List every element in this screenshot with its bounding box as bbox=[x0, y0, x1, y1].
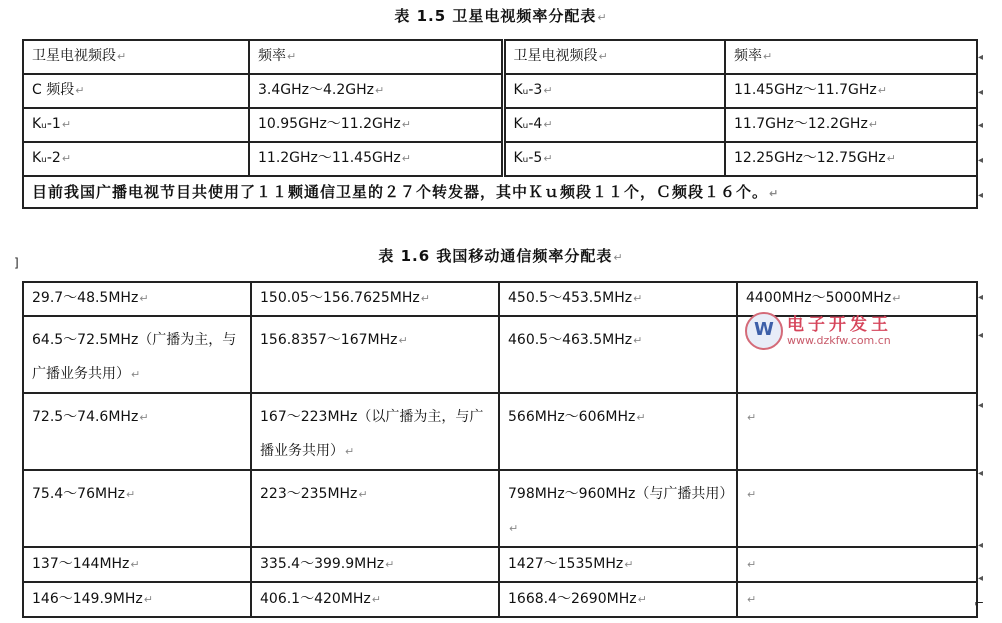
table-cell: ↵ bbox=[737, 393, 977, 470]
header-cell: 频率↵ bbox=[249, 40, 503, 74]
table-row bbox=[23, 74, 977, 108]
table-cell: 1668.4～2690MHz↵ bbox=[499, 582, 737, 617]
table-cell: ↵ bbox=[737, 470, 977, 547]
caption-text: 表 1.6 我国移动通信频率分配表 bbox=[378, 247, 613, 265]
table-row bbox=[23, 470, 977, 547]
table-cell: 12.25GHz～12.75GHz↵ bbox=[725, 142, 977, 176]
row-end-marker-icon: ◂ bbox=[978, 155, 984, 166]
row-end-marker-icon: ◂ bbox=[978, 540, 984, 551]
table-cell: ↵ bbox=[737, 582, 977, 617]
table-cell: 75.4～76MHz↵ bbox=[23, 470, 251, 547]
logo-letter: W bbox=[754, 319, 774, 340]
table-cell: 29.7～48.5MHz↵ bbox=[23, 282, 251, 316]
row-end-marker-icon: ◂ bbox=[978, 573, 984, 584]
header-cell: 卫星电视频段↵ bbox=[503, 40, 725, 74]
row-end-marker-icon: ◂ bbox=[978, 292, 984, 303]
table-cell: 798MHz～960MHz（与广播共用）↵ bbox=[499, 470, 737, 547]
table-cell: ↵ bbox=[737, 547, 977, 582]
table-cell: 11.45GHz～11.7GHz↵ bbox=[725, 74, 977, 108]
table-cell: 72.5～74.6MHz↵ bbox=[23, 393, 251, 470]
row-end-marker-icon: ◂ bbox=[978, 190, 984, 201]
header-cell: 频率↵ bbox=[725, 40, 977, 74]
table-cell: 64.5～72.5MHz（广播为主，与广播业务共用）↵ bbox=[23, 316, 251, 393]
row-end-marker-icon: ◂ bbox=[978, 330, 984, 341]
table-row bbox=[23, 547, 977, 582]
table-1-5-caption bbox=[0, 5, 1002, 26]
table-cell: C 频段↵ bbox=[23, 74, 249, 108]
table-header-row bbox=[23, 40, 977, 74]
table-cell: 137～144MHz↵ bbox=[23, 547, 251, 582]
table-cell: Kᵤ-1↵ bbox=[23, 108, 249, 142]
table-cell: 11.2GHz～11.45GHz↵ bbox=[249, 142, 503, 176]
table-row bbox=[23, 393, 977, 470]
table-cell: Kᵤ-3↵ bbox=[503, 74, 725, 108]
row-end-marker-icon: ◂ bbox=[978, 87, 984, 98]
satellite-tv-frequency-table bbox=[22, 39, 978, 209]
table-cell: 406.1～420MHz↵ bbox=[251, 582, 499, 617]
table-row bbox=[23, 108, 977, 142]
table-cell: 156.8357～167MHz↵ bbox=[251, 316, 499, 393]
table-cell: 335.4～399.9MHz↵ bbox=[251, 547, 499, 582]
table-cell: 11.7GHz～12.2GHz↵ bbox=[725, 108, 977, 142]
table-row bbox=[23, 582, 977, 617]
table-cell: 460.5～463.5MHz↵ bbox=[499, 316, 737, 393]
table-1-6-caption bbox=[0, 245, 1002, 266]
table-cell: 3.4GHz～4.2GHz↵ bbox=[249, 74, 503, 108]
table-note: 目前我国广播电视节目共使用了１１颗通信卫星的２７个转发器，其中Ｋｕ频段１１个，Ｃ频段１６个。↵ bbox=[23, 176, 977, 208]
table-cell: 10.95GHz～11.2GHz↵ bbox=[249, 108, 503, 142]
table-cell: 167～223MHz（以广播为主，与广播业务共用）↵ bbox=[251, 393, 499, 470]
paragraph-mark-icon: ↵ bbox=[613, 251, 624, 264]
paragraph-mark-icon: ↵ bbox=[597, 11, 608, 24]
logo-circle-icon bbox=[745, 312, 783, 350]
table-cell: Kᵤ-5↵ bbox=[503, 142, 725, 176]
watermark-url: www.dzkfw.com.cn bbox=[787, 334, 891, 347]
watermark-title: 电子开发王 bbox=[787, 315, 892, 335]
row-end-marker-icon: ◂ bbox=[978, 468, 984, 479]
row-end-marker-icon: ◂ bbox=[978, 52, 984, 63]
table-cell: 4400MHz～5000MHz↵ bbox=[737, 282, 977, 316]
margin-corner-icon: ⌐ bbox=[974, 596, 985, 610]
row-end-marker-icon: ◂ bbox=[978, 400, 984, 411]
table-note-row bbox=[23, 176, 977, 208]
table-cell: 450.5～453.5MHz↵ bbox=[499, 282, 737, 316]
table-cell: 223～235MHz↵ bbox=[251, 470, 499, 547]
table-cell: 566MHz～606MHz↵ bbox=[499, 393, 737, 470]
table-cell: 150.05～156.7625MHz↵ bbox=[251, 282, 499, 316]
header-cell: 卫星电视频段↵ bbox=[23, 40, 249, 74]
row-end-marker-icon: ◂ bbox=[978, 120, 984, 131]
table-cell: 146～149.9MHz↵ bbox=[23, 582, 251, 617]
caption-text: 表 1.5 卫星电视频率分配表 bbox=[394, 7, 597, 25]
table-cell: Kᵤ-4↵ bbox=[503, 108, 725, 142]
watermark-logo bbox=[745, 310, 935, 355]
table-cell: Kᵤ-2↵ bbox=[23, 142, 249, 176]
table-row bbox=[23, 142, 977, 176]
table-cell: 1427～1535MHz↵ bbox=[499, 547, 737, 582]
margin-bracket-icon: ] bbox=[14, 256, 19, 270]
